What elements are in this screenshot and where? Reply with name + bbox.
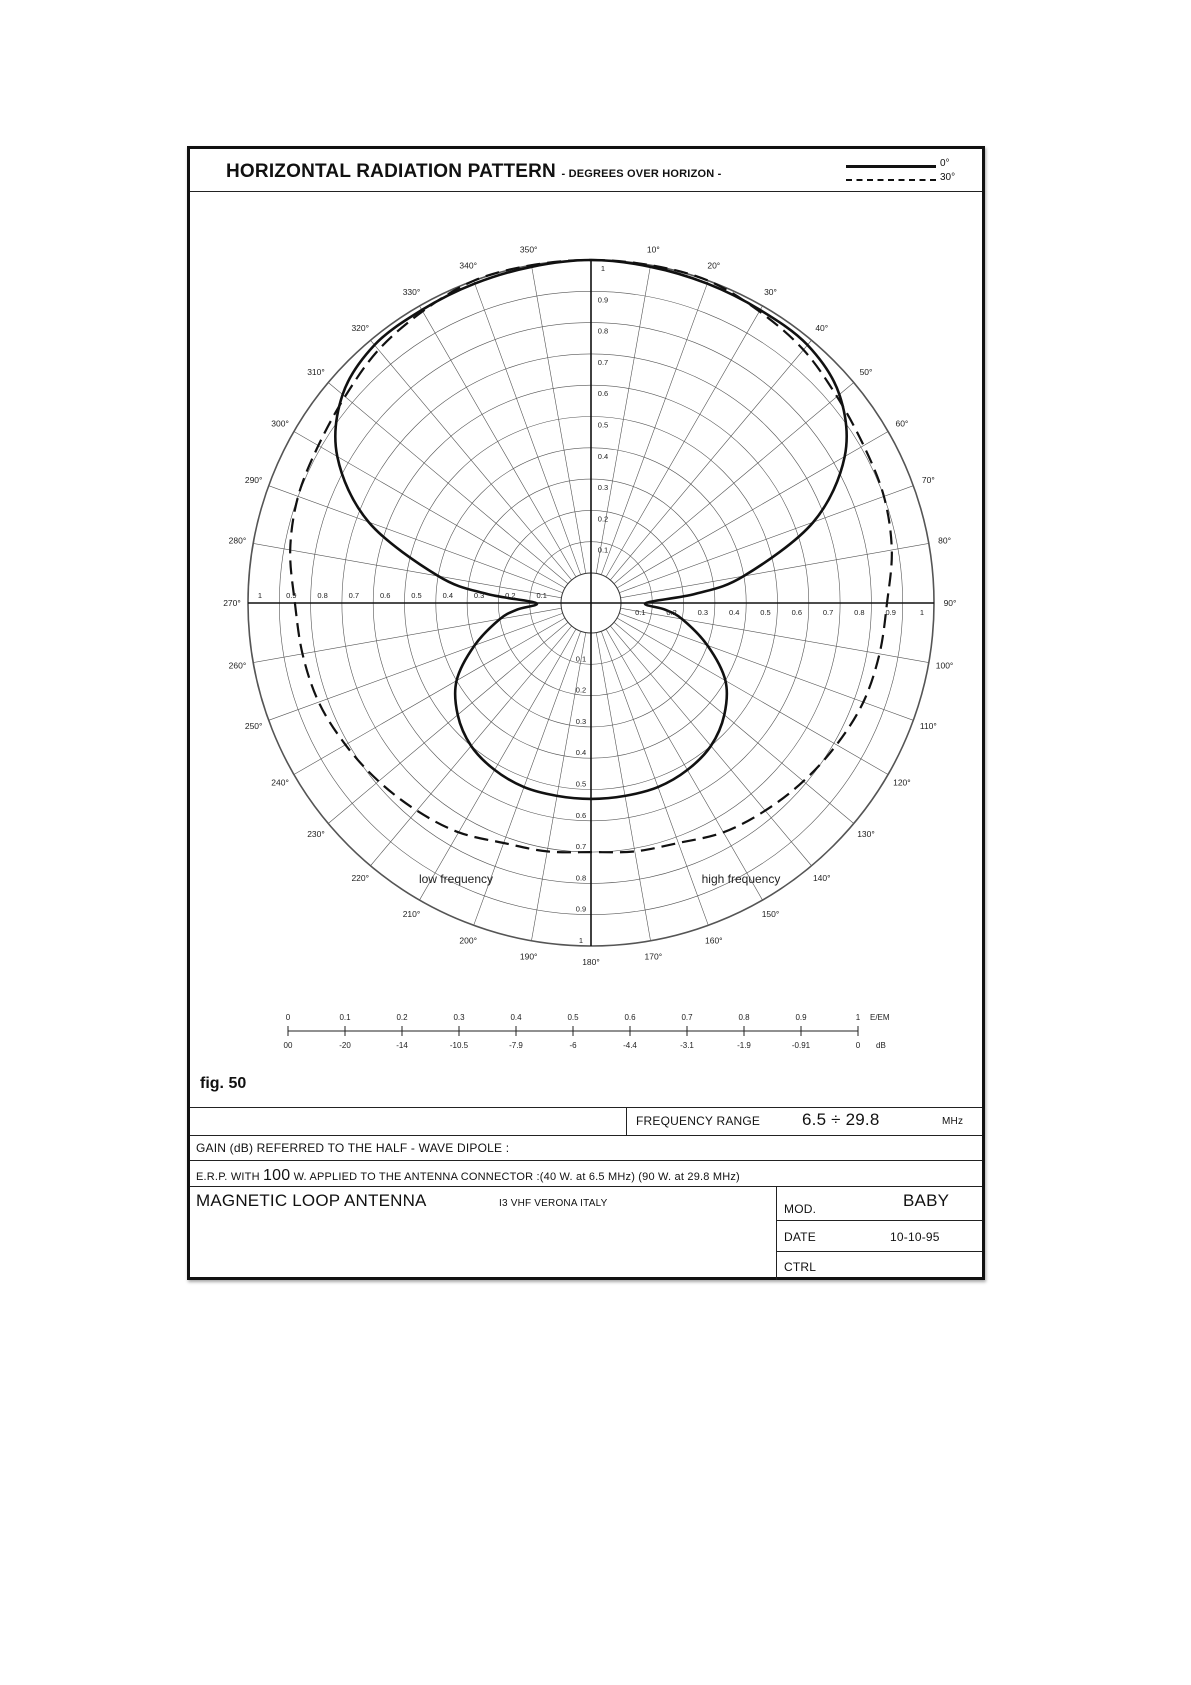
scale-top-label: 0.8 [738, 1013, 750, 1022]
frequency-range-value: 6.5 ÷ 29.8 [802, 1110, 880, 1129]
radial-label-right: 0.4 [728, 608, 740, 617]
angle-label: 350° [519, 244, 538, 255]
grid-spoke [371, 340, 572, 580]
radial-label-left: 0.6 [379, 591, 391, 600]
radial-label-right: 1 [919, 608, 925, 617]
scale-bottom-label: -0.91 [791, 1041, 811, 1050]
scale-top-label: 0.2 [396, 1013, 408, 1022]
radial-label-down: 0.6 [575, 810, 587, 820]
radial-label-down: 1 [578, 936, 584, 945]
grid-spoke [621, 543, 929, 597]
radial-label-right: 0.2 [666, 608, 677, 617]
erp-prefix: E.R.P. WITH [196, 1171, 260, 1183]
grid-spoke [531, 265, 585, 573]
radial-label-up: 0.1 [597, 545, 609, 555]
angle-label: 250° [244, 720, 263, 731]
radial-label-left: 0.2 [505, 591, 516, 600]
table-rule [776, 1186, 777, 1280]
data-table [190, 1107, 982, 1280]
radial-label-down: 0.7 [575, 842, 587, 852]
grid-spoke [596, 633, 650, 941]
radial-label-up: 0.3 [597, 483, 609, 493]
radial-label-down: 0.8 [575, 873, 587, 883]
angle-label: 260° [228, 660, 247, 671]
ctrl-label: CTRL [784, 1260, 817, 1274]
angle-label: 210° [402, 908, 421, 919]
radial-label-up: 1 [600, 264, 606, 273]
scale-top-label: 0.1 [339, 1013, 351, 1022]
angle-label: 330° [402, 287, 421, 298]
radial-label-right: 0.9 [885, 608, 896, 617]
angle-label: 60° [895, 418, 909, 429]
angle-label: 30° [764, 287, 777, 298]
annotation-low-frequency: low frequency [418, 872, 494, 886]
scale-bottom-label: -14 [396, 1041, 408, 1050]
frequency-unit: MHz [942, 1116, 964, 1127]
radial-label-right: 0.3 [697, 608, 709, 617]
legend-label-0: 0° [940, 158, 950, 169]
angle-label: 150° [761, 908, 780, 919]
radial-label-left: 0.4 [442, 591, 454, 600]
table-rule [190, 1135, 982, 1136]
grid-spoke [596, 265, 650, 573]
angle-label: 220° [351, 873, 370, 884]
legend-label-30: 30° [940, 172, 956, 183]
scale-top-label: 0.5 [567, 1013, 579, 1022]
angle-label: 160° [704, 935, 723, 946]
chart-title-text: HORIZONTAL RADIATION PATTERN [226, 161, 556, 182]
table-rule [190, 1107, 982, 1108]
scale-unit-bottom: dB [876, 1041, 886, 1050]
grid-spoke [328, 622, 568, 823]
angle-label: 20° [707, 260, 721, 271]
angle-label: 190° [519, 951, 538, 962]
scale-bottom-label: 00 [283, 1041, 293, 1050]
table-rule [190, 1160, 982, 1161]
mod-label: MOD. [784, 1202, 817, 1216]
angle-label: 230° [307, 828, 325, 839]
angle-label: 80° [938, 535, 951, 546]
figure-label: fig. 50 [200, 1075, 247, 1092]
scale-bottom-label: 0 [855, 1041, 861, 1050]
angle-label: 90° [943, 598, 957, 608]
radial-label-down: 0.4 [575, 748, 587, 758]
manufacturer: I3 VHF VERONA ITALY [499, 1198, 608, 1209]
radial-label-right: 0.7 [822, 608, 834, 617]
angle-label: 200° [459, 935, 478, 946]
grid-spoke [253, 543, 561, 597]
radial-label-left: 0.5 [411, 591, 422, 600]
scale-top-label: 0.3 [453, 1013, 465, 1022]
radial-label-left: 1 [257, 591, 263, 600]
radial-label-up: 0.8 [597, 326, 609, 336]
scale-bottom-label: -10.5 [449, 1041, 469, 1050]
scale-top-label: 0 [285, 1013, 291, 1022]
scale-top-label: 0.4 [510, 1013, 522, 1022]
radial-label-left: 0.3 [473, 591, 485, 600]
table-rule [776, 1251, 982, 1252]
angle-label: 100° [935, 660, 954, 671]
scale-top-label: 0.6 [624, 1013, 636, 1022]
angle-label: 240° [271, 777, 289, 788]
erp-line [196, 1167, 740, 1185]
radial-label-up: 0.4 [597, 451, 609, 461]
radial-label-right: 0.1 [635, 608, 646, 617]
angle-label: 130° [857, 828, 875, 839]
grid-spoke [610, 340, 811, 580]
polar-chart [190, 149, 982, 1089]
table-rule [776, 1220, 982, 1221]
angle-label: 110° [919, 720, 937, 731]
angle-label: 140° [812, 873, 831, 884]
scale-top-label: 0.9 [795, 1013, 807, 1022]
scale-bottom-label: -7.9 [509, 1041, 523, 1050]
chart-subtitle: - DEGREES OVER HORIZON - [561, 168, 722, 180]
radial-label-left: 0.1 [536, 591, 547, 600]
scale-bottom-label: -20 [339, 1041, 351, 1050]
annotation-high-frequency: high frequency [701, 872, 781, 886]
angle-label: 120° [893, 777, 911, 788]
erp-power: 100 [263, 1167, 291, 1184]
scale-unit-top: E/EM [870, 1013, 890, 1022]
angle-label: 50° [859, 367, 873, 378]
grid-spoke [328, 383, 568, 584]
mod-value: BABY [903, 1191, 950, 1210]
angle-label: 40° [815, 322, 829, 333]
radial-label-right: 0.8 [854, 608, 865, 617]
radial-label-right: 0.5 [760, 608, 771, 617]
radial-label-left: 0.8 [317, 591, 328, 600]
angle-label: 10° [646, 244, 660, 255]
antenna-name: MAGNETIC LOOP ANTENNA [196, 1191, 427, 1210]
scale-bottom-label: -4.4 [623, 1041, 637, 1050]
conversion-scale [284, 1013, 890, 1050]
grid-spoke [614, 383, 854, 584]
polar-grid [248, 260, 934, 946]
radial-label-up: 0.5 [597, 420, 609, 430]
erp-suffix: W. APPLIED TO THE ANTENNA CONNECTOR :(40 W. at 6.5 MHz) (90 W. at 29.8 MHz) [293, 1171, 740, 1183]
scale-bottom-label: -6 [569, 1041, 577, 1050]
pattern-sheet [187, 146, 985, 1280]
radial-label-up: 0.2 [597, 514, 609, 524]
radial-label-up: 0.6 [597, 389, 609, 399]
angle-label: 70° [921, 475, 935, 486]
scale-top-label: 0.7 [681, 1013, 693, 1022]
frequency-range-label: FREQUENCY RANGE [636, 1114, 761, 1128]
angle-label: 180° [582, 957, 600, 967]
angle-label: 290° [244, 475, 263, 486]
radial-label-left: 0.7 [348, 591, 360, 600]
radial-label-right: 0.6 [791, 608, 803, 617]
radial-label-down: 0.1 [575, 654, 587, 664]
gain-label: GAIN (dB) REFERRED TO THE HALF - WAVE DIPOLE : [196, 1141, 510, 1155]
scale-bottom-label: -1.9 [737, 1041, 751, 1050]
angle-label: 340° [459, 260, 478, 271]
angle-label: 280° [228, 535, 247, 546]
scale-top-label: 1 [855, 1013, 861, 1022]
scale-bottom-label: -3.1 [680, 1041, 694, 1050]
angle-label: 310° [307, 367, 325, 378]
radial-label-up: 0.7 [597, 357, 609, 367]
radial-label-down: 0.2 [575, 685, 587, 695]
table-rule [626, 1107, 627, 1135]
radial-label-left: 0.9 [286, 591, 297, 600]
angle-label: 320° [351, 322, 370, 333]
radial-label-down: 0.5 [575, 779, 587, 789]
date-label: DATE [784, 1230, 816, 1244]
angle-label: 300° [271, 418, 289, 429]
table-rule [190, 1186, 982, 1187]
angle-label: 270° [223, 598, 241, 608]
radial-label-down: 0.9 [575, 904, 587, 914]
grid-spoke [614, 622, 854, 823]
date-value: 10-10-95 [890, 1230, 940, 1244]
radial-label-up: 0.9 [597, 295, 609, 305]
angle-label: 170° [644, 951, 663, 962]
radial-label-down: 0.3 [575, 716, 587, 726]
